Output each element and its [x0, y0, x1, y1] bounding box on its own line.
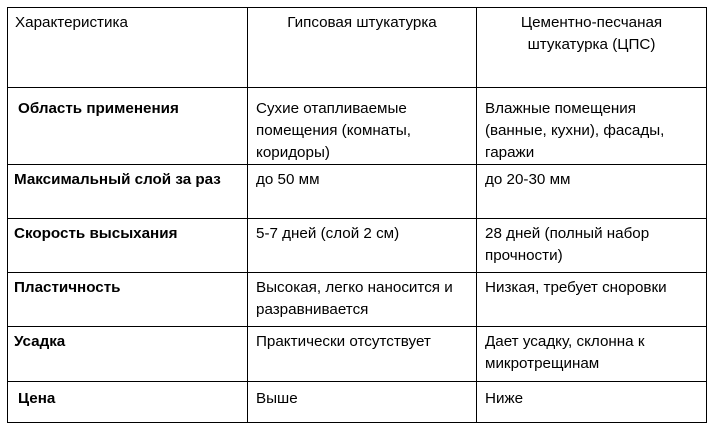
feature-cell: Пластичность [8, 273, 248, 327]
table-row [8, 327, 707, 382]
cement-value-cell: Дает усадку, склонна к микротрещинам [477, 327, 707, 382]
feature-cell: Максимальный слой за раз [8, 165, 248, 219]
cement-value-cell: Низкая, требует сноровки [477, 273, 707, 327]
table-row [8, 88, 707, 165]
feature-cell: Цена [8, 382, 248, 423]
table-row [8, 382, 707, 423]
cement-value-cell: Ниже [477, 382, 707, 423]
cement-value-cell: Влажные помещения (ванные, кухни), фасады, гаражи [477, 88, 707, 165]
cement-value-cell: 28 дней (полный набор прочности) [477, 219, 707, 273]
feature-cell: Усадка [8, 327, 248, 382]
table-row [8, 273, 707, 327]
header-gypsum-plaster: Гипсовая штукатурка [248, 8, 477, 88]
table-header-row [8, 8, 707, 88]
header-cement-sand-plaster: Цементно-песчаная штукатурка (ЦПС) [477, 8, 707, 88]
feature-cell: Скорость высыхания [8, 219, 248, 273]
gypsum-value-cell: 5-7 дней (слой 2 см) [248, 219, 477, 273]
comparison-table [7, 7, 707, 423]
header-characteristic: Характеристика [8, 8, 248, 88]
comparison-table-container [7, 7, 706, 418]
table-row [8, 165, 707, 219]
gypsum-value-cell: Практически отсутствует [248, 327, 477, 382]
gypsum-value-cell: Сухие отапливаемые помещения (комнаты, коридоры) [248, 88, 477, 165]
feature-cell: Область применения [8, 88, 248, 165]
cement-value-cell: до 20-30 мм [477, 165, 707, 219]
gypsum-value-cell: Выше [248, 382, 477, 423]
gypsum-value-cell: до 50 мм [248, 165, 477, 219]
table-row [8, 219, 707, 273]
gypsum-value-cell: Высокая, легко наносится и разравнивается [248, 273, 477, 327]
